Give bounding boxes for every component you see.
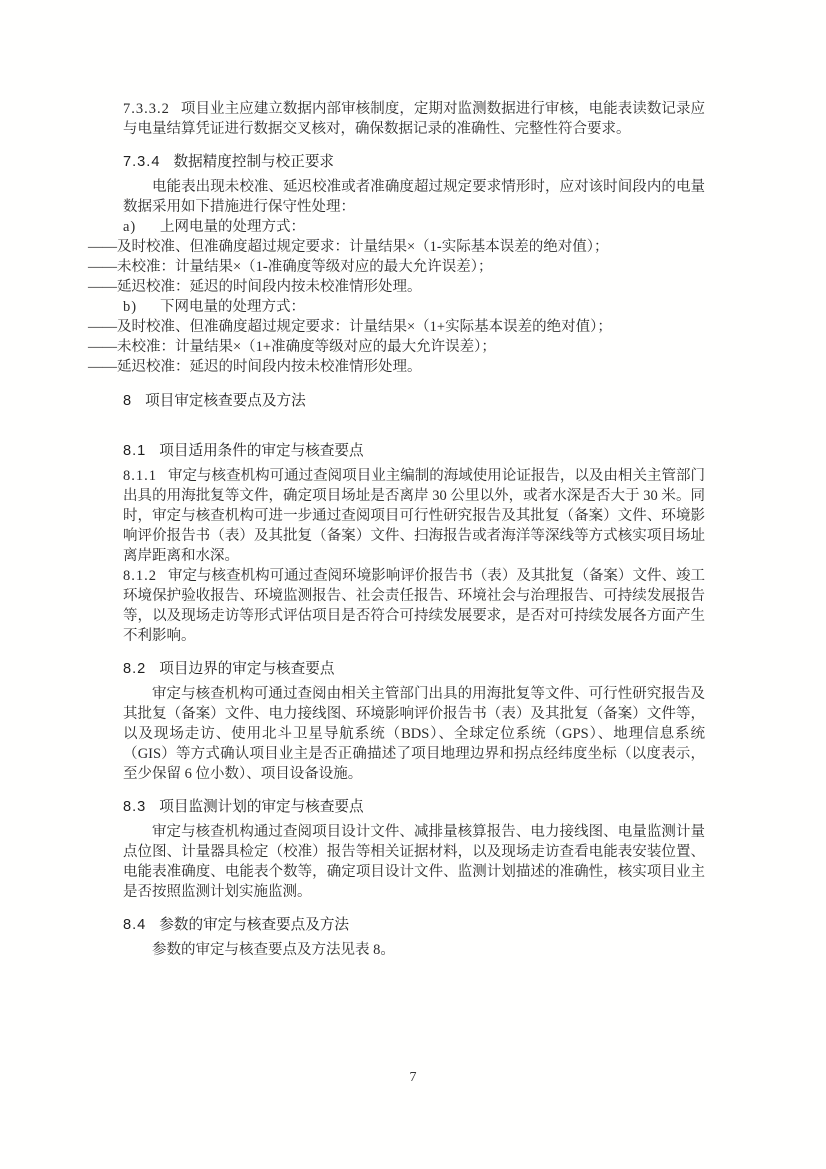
chapter-heading-8 bbox=[123, 391, 705, 411]
section-title: 项目边界的审定与核查要点 bbox=[159, 661, 335, 677]
dash-item-b1: ——及时校准、但准确度超过规定要求：计量结果×（1+实际基本误差的绝对值）； bbox=[88, 319, 612, 335]
paragraph-8-2-body: 审定与核查机构可通过查阅由相关主管部门出具的用海批复等文件、可行性研究报告及其批复（备案）文件、电力接线图、环境影响评价报告书（表）及其批复（备案）文件等，以及现场走访、使用北斗卫星导航系统（BDS）、全球定位系统（GPS）、地理信息系统（GIS）等方式确认项目业主是否正确描述了项目地理边界和拐点经纬度坐标（以度表示，至少保留 6 位小数）、项目设备设施。 bbox=[123, 686, 705, 782]
dash-item-a2: ——未校准：计量结果×（1-准确度等级对应的最大允许误差）； bbox=[88, 259, 493, 275]
section-number: 7.3.4 bbox=[123, 154, 161, 170]
list-item-b bbox=[123, 297, 705, 317]
paragraph-8-4-body: 参数的审定与核查要点及方法见表 8。 bbox=[152, 942, 395, 958]
chapter-title: 项目审定核查要点及方法 bbox=[145, 393, 306, 409]
list-item-text: 上网电量的处理方式： bbox=[160, 219, 305, 235]
section-title: 参数的审定与核查要点及方法 bbox=[159, 917, 350, 933]
dash-item-b3: ——延迟校准：延迟的时间段内按未校准情形处理。 bbox=[88, 359, 422, 375]
section-heading-7-3-4 bbox=[123, 152, 705, 172]
paragraph-meter-handling-intro: 电能表出现未校准、延迟校准或者准确度超过规定要求情形时，应对该时间段内的电量数据采用如下措施进行保守性处理： bbox=[123, 179, 705, 215]
page-number: 7 bbox=[409, 1070, 417, 1085]
clause-number: 8.1.1 bbox=[123, 468, 157, 484]
section-title: 项目监测计划的审定与核查要点 bbox=[159, 799, 364, 815]
section-number: 8.3 bbox=[123, 799, 147, 815]
clause-number: 8.1.2 bbox=[123, 568, 157, 584]
section-number: 8.1 bbox=[123, 443, 147, 459]
clause-text: 审定与核查机构可通过查阅项目业主编制的海域使用论证报告，以及由相关主管部门出具的用海批复等文件，确定项目场址是否离岸 30 公里以外，或者水深是否大于 30 米。同时，审定与核查机构可进一步通过查阅项目可行性研究报告及其批复（备案）文件、环境影响评价报告书（表）及其批复（备案）文件、扫海报告或者海洋等深线等方式核实项目场址离岸距离和水深。 bbox=[123, 468, 705, 564]
section-title: 数据精度控制与校正要求 bbox=[173, 154, 335, 170]
clause-text: 审定与核查机构可通过查阅环境影响评价报告书（表）及其批复（备案）文件、竣工环境保护验收报告、环境监测报告、社会责任报告、环境社会与治理报告、可持续发展报告等，以及现场走访等形式评估项目是否符合可持续发展要求，是否对可持续发展各方面产生不利影响。 bbox=[123, 568, 705, 644]
section-heading-8-1 bbox=[123, 441, 705, 461]
dash-item-a3: ——延迟校准：延迟的时间段内按未校准情形处理。 bbox=[88, 279, 422, 295]
section-heading-8-2 bbox=[123, 659, 705, 679]
clause-text: 项目业主应建立数据内部审核制度，定期对监测数据进行审核，电能表读数记录应与电量结算凭证进行数据交叉核对，确保数据记录的准确性、完整性符合要求。 bbox=[123, 101, 705, 137]
paragraph-8-3-body: 审定与核查机构通过查阅项目设计文件、减排量核算报告、电力接线图、电量监测计量点位图、计量器具检定（校准）报告等相关证据材料，以及现场走访查看电能表安装位置、电能表准确度、电能表个数等，确定项目设计文件、监测计划描述的准确性，核实项目业主是否按照监测计划实施监测。 bbox=[123, 824, 705, 900]
section-number: 8.4 bbox=[123, 917, 147, 933]
section-heading-8-4 bbox=[123, 915, 705, 935]
section-heading-8-3 bbox=[123, 797, 705, 817]
list-item-a bbox=[123, 217, 705, 237]
document-content bbox=[88, 99, 705, 960]
clause-7-3-3-2 bbox=[123, 99, 705, 139]
list-marker-b: b) bbox=[123, 299, 138, 315]
section-number: 8.2 bbox=[123, 661, 147, 677]
section-title: 项目适用条件的审定与核查要点 bbox=[159, 443, 364, 459]
list-marker-a: a) bbox=[123, 219, 137, 235]
list-item-text: 下网电量的处理方式： bbox=[160, 299, 305, 315]
dash-item-a1: ——及时校准、但准确度超过规定要求：计量结果×（1-实际基本误差的绝对值）； bbox=[88, 239, 609, 255]
clause-number: 7.3.3.2 bbox=[123, 101, 170, 117]
dash-item-b2: ——未校准：计量结果×（1+准确度等级对应的最大允许误差）； bbox=[88, 339, 496, 355]
clause-8-1-1 bbox=[123, 466, 705, 566]
clause-8-1-2 bbox=[123, 566, 705, 646]
chapter-number: 8 bbox=[123, 393, 133, 409]
